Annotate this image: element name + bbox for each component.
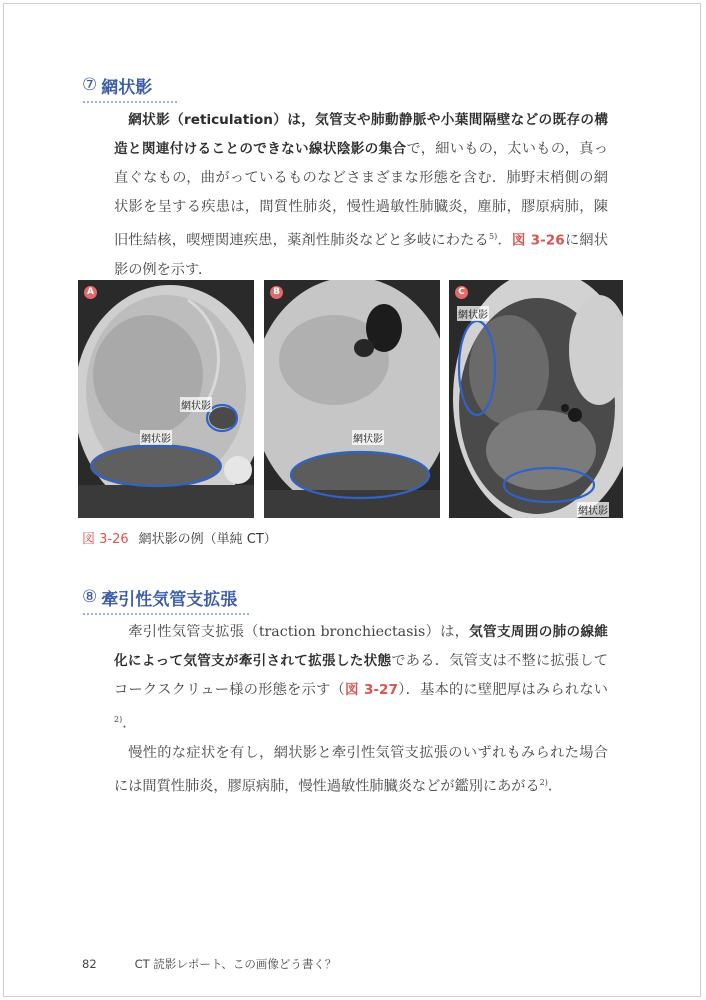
section-8-underline xyxy=(82,612,250,616)
citation-2a: 2) xyxy=(114,715,123,724)
traction-intro: 牽引性気管支拡張（traction bronchiectasis）は， xyxy=(128,624,470,640)
ct-scan-b-svg xyxy=(264,280,440,518)
sentence-end: ． xyxy=(122,715,137,732)
caption-figure-number: 図 3-26 xyxy=(82,532,129,547)
panel-b-label: 網状影 xyxy=(352,430,384,445)
section-7-number: ⑦ xyxy=(82,75,98,95)
traction-description: である．気管支は不整に拡張してコークスクリュー様の形態を示す（ xyxy=(114,653,608,698)
book-title: CT 読影レポート、この画像どう書く？ xyxy=(134,957,337,971)
panel-c-badge: C xyxy=(455,286,468,299)
differential-text: 慢性的な症状を有し，網状影と牽引性気管支拡張のいずれもみられた場合には間質性肺炎，膠原病肺，慢性過敏性肺臓炎などが鑑別にあがる xyxy=(114,744,608,795)
section-8-paragraph-1 xyxy=(114,618,608,739)
section-8-heading xyxy=(82,584,237,610)
panel-a-label-upper: 網状影 xyxy=(180,397,212,412)
panel-b-badge: B xyxy=(270,286,283,299)
figure-3-26-link[interactable]: 図 3-26 xyxy=(511,232,565,249)
sentence-end: ． xyxy=(497,232,512,249)
section-8-body xyxy=(114,618,608,801)
figure-3-27-link[interactable]: 図 3-27 xyxy=(345,682,398,698)
panel-c-label-upper: 網状影 xyxy=(457,306,489,321)
section-7-underline xyxy=(82,100,177,104)
traction-definition: 気管支周囲の肺の線維化によって気管支が牽引されて拡張した状態 xyxy=(114,624,608,669)
caption-text: 網状影の例（単純 CT） xyxy=(138,532,277,547)
section-8-number: ⑧ xyxy=(82,587,98,607)
reticulation-example-text: に網状影の例を示す． xyxy=(114,232,608,278)
ct-scan-a-svg xyxy=(78,280,254,518)
traction-wall-note: ）．基本的に壁肥厚はみられない xyxy=(397,682,608,698)
page-footer xyxy=(82,956,336,972)
reticulation-definition: 網状影（reticulation）は，気管支や肺動静脈や小葉間隔壁などの既存の構造と関連付けることのできない線状陰影の集合 xyxy=(114,112,608,157)
panel-c-label-lower: 網状影 xyxy=(577,502,609,517)
page-number: 82 xyxy=(82,957,97,971)
ct-image-a xyxy=(78,280,254,518)
sentence-end: ． xyxy=(547,778,563,795)
citation-2b: 2) xyxy=(539,777,548,787)
reticulation-description: で，細いもの，太いもの，真っ直ぐなもの，曲がっているものなどさまざまな形態を含む．肺野末梢側の網状影を呈する疾患は，間質性肺炎，慢性過敏性肺臓炎，塵肺，膠原病肺，陳旧性結核，喫煙関連疾患，薬剤性肺炎などと多岐にわたる xyxy=(114,141,609,249)
figure-caption xyxy=(82,528,277,547)
panel-a-label-lower: 網状影 xyxy=(140,430,172,445)
section-7-title: 網状影 xyxy=(101,77,153,98)
citation-5: 5) xyxy=(488,232,498,241)
panel-a-badge: A xyxy=(84,286,97,299)
section-7-heading xyxy=(82,72,152,98)
section-7-paragraph xyxy=(114,106,608,285)
ct-image-c xyxy=(449,280,623,518)
section-8-paragraph-2 xyxy=(114,739,608,802)
ct-image-b xyxy=(264,280,440,518)
section-8-title: 牽引性気管支拡張 xyxy=(101,589,238,610)
section-7-body xyxy=(114,106,608,285)
